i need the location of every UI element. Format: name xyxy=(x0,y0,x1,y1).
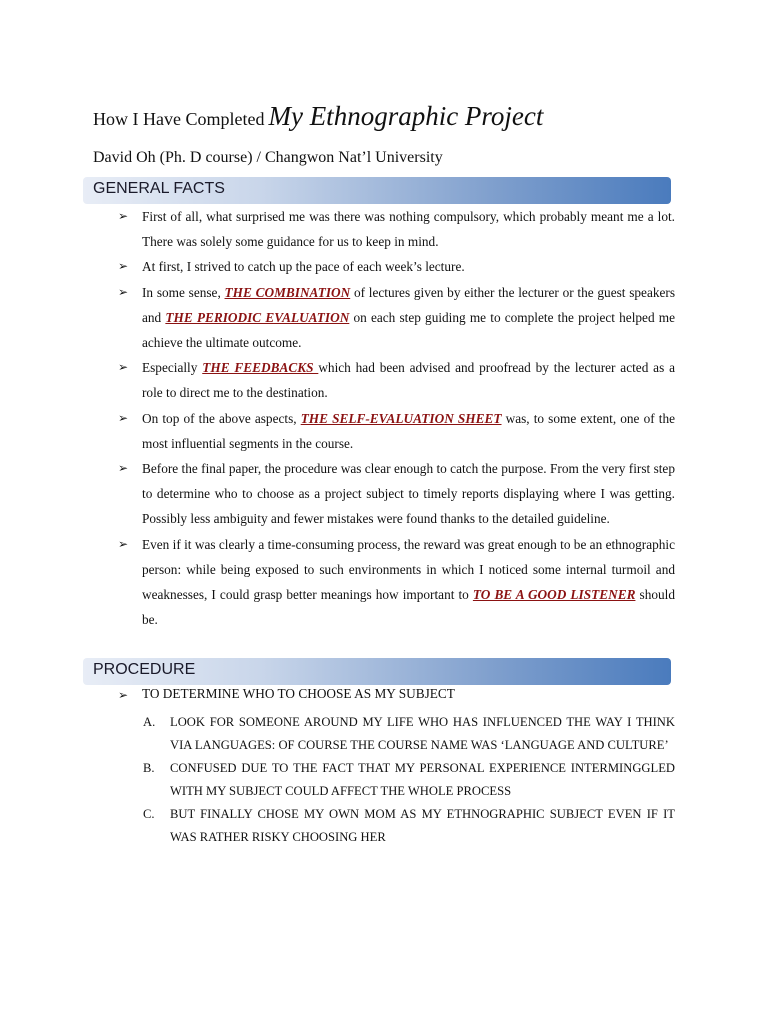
item-text: LOOK FOR SOMEONE AROUND MY LIFE WHO HAS INFLUENCED THE WAY I THINK VIA LANGUAGES: OF COURSE THE COURSE NAME WAS ‘LANGUAGE AND CULTURE’ xyxy=(170,715,675,752)
arrowhead-bullet-icon: ➢ xyxy=(118,536,129,551)
bullet-text: of lectures given by either the lecturer or the guest speakers and xyxy=(142,284,675,325)
list-item xyxy=(143,803,675,849)
title-prefix: How I Have Completed xyxy=(93,109,265,129)
bullet-text: Especially xyxy=(142,360,203,376)
bullet-text: which had been advised and proofread by the lecturer acted as a role to direct me to the destination. xyxy=(142,360,676,401)
section-header-general-facts xyxy=(83,177,671,204)
list-item xyxy=(118,204,675,254)
emphasis-term: THE PERIODIC EVALUATION xyxy=(165,309,350,325)
document-title xyxy=(93,101,543,132)
arrowhead-bullet-icon: ➢ xyxy=(118,410,129,425)
arrowhead-bullet-icon: ➢ xyxy=(118,461,129,476)
item-letter: A. xyxy=(143,715,156,729)
arrowhead-bullet-icon: ➢ xyxy=(118,284,129,299)
bullet-text: Even if it was clearly a time-consuming process, the reward was great enough to be an ethnographic person: while being exposed to such environments in which I noticed some internal turmoil and weaknesses, I could grasp better meanings how important to xyxy=(142,536,675,603)
arrowhead-bullet-icon: ➢ xyxy=(118,209,129,223)
list-item xyxy=(143,711,675,757)
list-item xyxy=(118,406,675,456)
bullet-text: At first, I strived to catch up the pace of each week’s lecture. xyxy=(142,259,465,275)
list-item xyxy=(118,355,675,405)
arrowhead-bullet-icon: ➢ xyxy=(118,688,129,702)
general-facts-list xyxy=(118,204,675,632)
emphasis-term: THE SELF-EVALUATION SHEET xyxy=(300,410,502,426)
bullet-text: First of all, what surprised me was there was nothing compulsory, which probably meant me a lot. There was solely some guidance for us to keep in mind. xyxy=(142,209,675,250)
list-item xyxy=(118,532,675,633)
section-heading: GENERAL FACTS xyxy=(93,180,225,197)
arrowhead-bullet-icon: ➢ xyxy=(118,360,129,375)
list-item xyxy=(143,757,675,803)
emphasis-term: TO BE A GOOD LISTENER xyxy=(472,587,636,603)
item-letter: C. xyxy=(143,807,155,821)
section-heading: PROCEDURE xyxy=(93,661,196,678)
list-item xyxy=(118,280,675,356)
item-text: CONFUSED DUE TO THE FACT THAT MY PERSONAL EXPERIENCE INTERMINGGLED WITH MY SUBJECT COULD AFFECT THE WHOLE PROCESS xyxy=(170,761,675,798)
bullet-text: on each step guiding me to complete the project helped me achieve the ultimate outcome. xyxy=(142,309,676,351)
arrowhead-bullet-icon: ➢ xyxy=(118,259,129,274)
list-item xyxy=(118,254,675,279)
title-emphasis: My Ethnographic Project xyxy=(268,101,544,131)
procedure-step-heading xyxy=(118,686,675,702)
item-letter: B. xyxy=(143,761,155,775)
bullet-text: Before the final paper, the procedure was clear enough to catch the purpose. From the very first step to determine who to choose as a project subject to timely reports displaying where I was getting. Possibly less ambiguity and fewer mistakes were found thanks to the detailed guideline. xyxy=(142,461,675,527)
bullet-text: should be. xyxy=(142,587,675,628)
bullet-text: On top of the above aspects, xyxy=(142,410,301,426)
emphasis-term: THE FEEDBACKS xyxy=(202,360,319,376)
procedure-substeps xyxy=(143,711,675,849)
bullet-text: was, to some extent, one of the most influential segments in the course. xyxy=(142,410,675,451)
list-item xyxy=(118,456,675,532)
item-text: BUT FINALLY CHOSE MY OWN MOM AS MY ETHNOGRAPHIC SUBJECT EVEN IF IT WAS RATHER RISKY CHOOSING HER xyxy=(170,807,675,844)
author-line: David Oh (Ph. D course) / Changwon Nat’l University xyxy=(93,149,443,166)
section-header-procedure xyxy=(83,658,671,685)
procedure-step-text: TO DETERMINE WHO TO CHOOSE AS MY SUBJECT xyxy=(142,686,455,701)
bullet-text: In some sense, xyxy=(142,284,225,300)
emphasis-term: THE COMBINATION xyxy=(224,284,351,300)
